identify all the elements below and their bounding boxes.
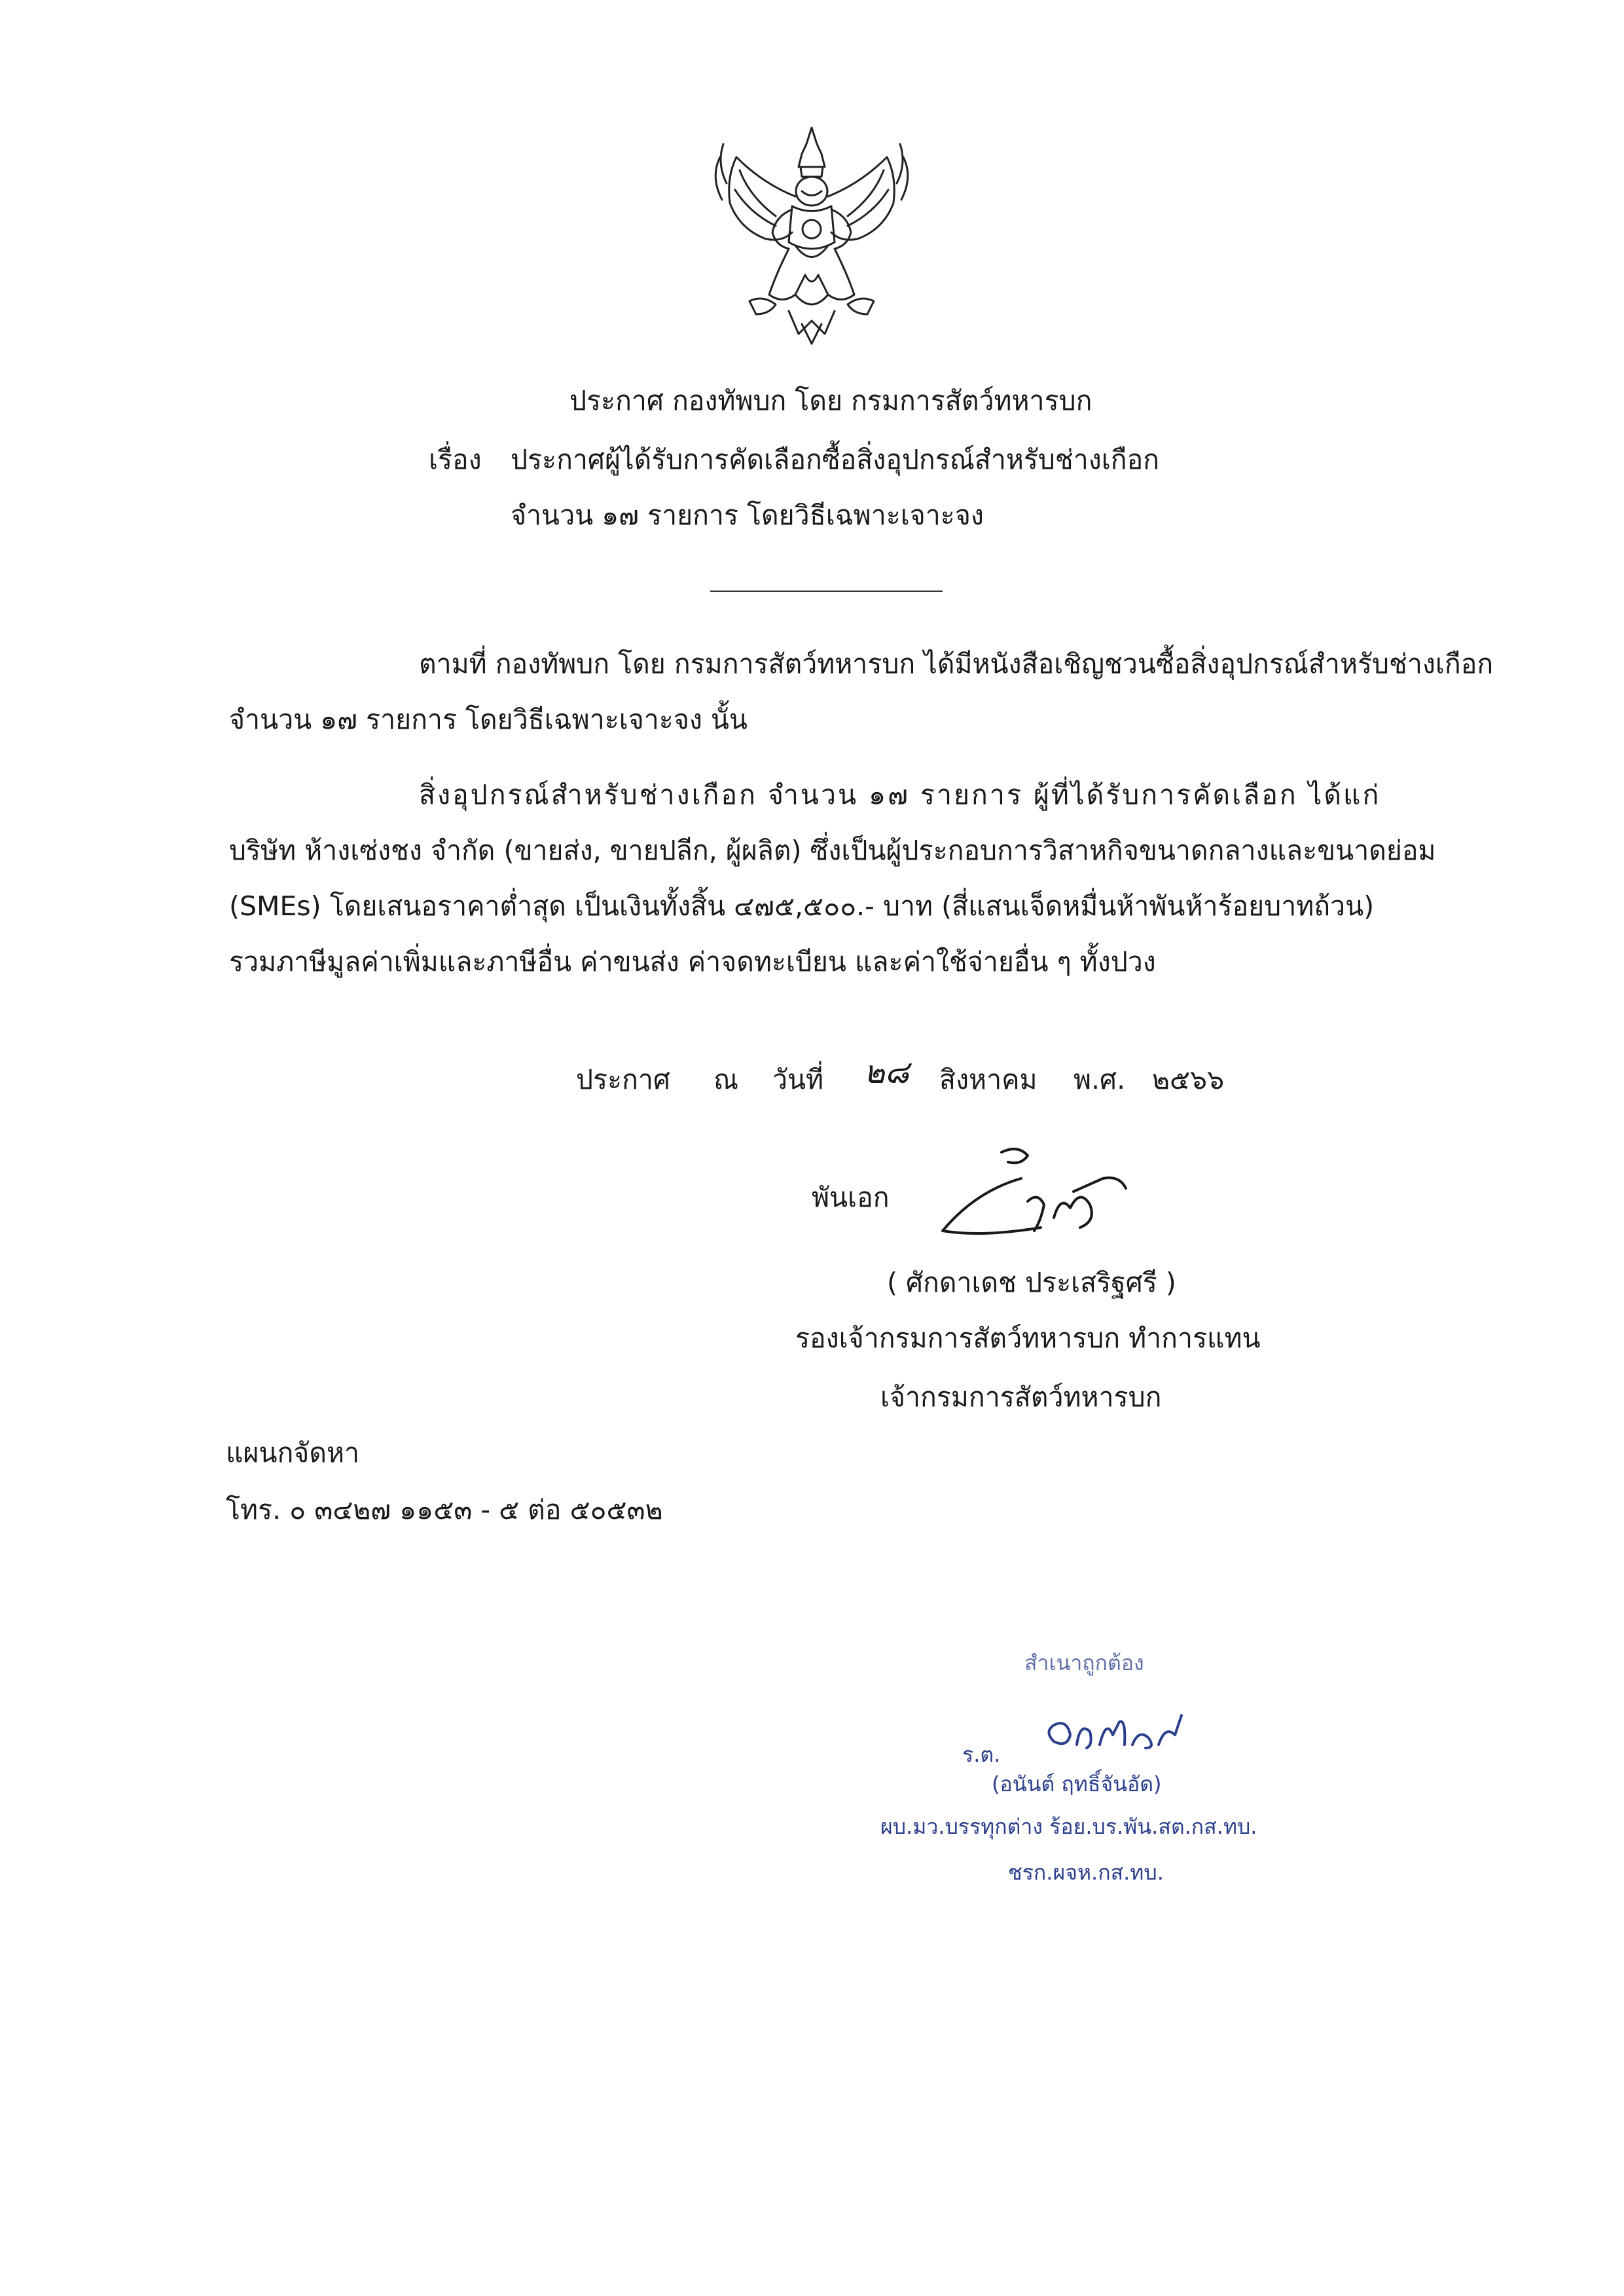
subject-line-1: ประกาศผู้ได้รับการคัดเลือกซื้อสิ่งอุปกรณ์สำหรับช่างเกือก [511,444,1160,475]
certifier-name: (อนันต์ ฤทธิ์จันอัด) [992,1772,1162,1796]
date-at: ณ [713,1064,739,1095]
signature-graphic [929,1139,1139,1250]
subject-label: เรื่อง [429,444,482,475]
date-year: ๒๕๖๖ [1152,1064,1225,1095]
paragraph-2-line-1: สิ่งอุปกรณ์สำหรับช่างเกือก จำนวน ๑๗ รายการ ผู้ที่ได้รับการคัดเลือก ได้แก่ [419,779,1381,811]
signatory-position-1: รองเจ้ากรมการสัตว์ทหารบก ทำการแทน [795,1322,1261,1354]
date-month: สิงหาคม [939,1064,1038,1095]
certifier-position-2: ชรก.ผจห.กส.ทบ. [1008,1860,1164,1885]
certified-copy-stamp: สำเนาถูกต้อง [1024,1650,1144,1675]
division-name: แผนกจัดหา [226,1437,359,1468]
certifier-position-1: ผบ.มว.บรรทุกต่าง ร้อย.บร.พัน.สต.กส.ทบ. [880,1814,1257,1839]
paragraph-1-line-2: จำนวน ๑๗ รายการ โดยวิธีเฉพาะเจาะจง นั้น [229,704,748,735]
announcement-title: ประกาศ กองทัพบก โดย กรมการสัตว์ทหารบก [569,385,1092,416]
paragraph-2-line-4: รวมภาษีมูลค่าเพิ่มและภาษีอื่น ค่าขนส่ง ค่าจดทะเบียน และค่าใช้จ่ายอื่น ๆ ทั้งปวง [229,946,1156,977]
signatory-rank: พันเอก [812,1182,890,1213]
phone-number: โทร. ๐ ๓๔๒๗ ๑๑๕๓ - ๕ ต่อ ๕๐๕๓๒ [226,1494,663,1525]
header-divider [710,591,943,592]
certifier-signature-graphic [1041,1705,1198,1758]
date-day-label: วันที่ [772,1064,824,1095]
certifier-rank: ร.ต. [962,1742,1001,1767]
subject-line-2: จำนวน ๑๗ รายการ โดยวิธีเฉพาะเจาะจง [511,500,984,531]
paragraph-2-line-3: (SMEs) โดยเสนอราคาต่ำสุด เป็นเงินทั้งสิ้น ๔๗๕,๕๐๐.- บาท (สี่แสนเจ็ดหมื่นห้าพันห้าร้อยบาทถ้วน) [229,890,1375,922]
date-era: พ.ศ. [1074,1064,1126,1095]
signatory-position-2: เจ้ากรมการสัตว์ทหารบก [880,1381,1162,1413]
date-day-handwritten: ๒๘ [864,1054,909,1091]
paragraph-1-line-1: ตามที่ กองทัพบก โดย กรมการสัตว์ทหารบก ได้มีหนังสือเชิญชวนซื้อสิ่งอุปกรณ์สำหรับช่างเกือก [419,648,1494,680]
signatory-name: ( ศักดาเดช ประเสริฐศรี ) [887,1267,1176,1298]
garuda-emblem [710,118,913,347]
paragraph-2-line-2: บริษัท ห้างเซ่งชง จำกัด (ขายส่ง, ขายปลีก, ผู้ผลิต) ซึ่งเป็นผู้ประกอบการวิสาหกิจขนาดกลางและขนาดย่อม [229,835,1436,866]
date-announce: ประกาศ [576,1064,670,1095]
